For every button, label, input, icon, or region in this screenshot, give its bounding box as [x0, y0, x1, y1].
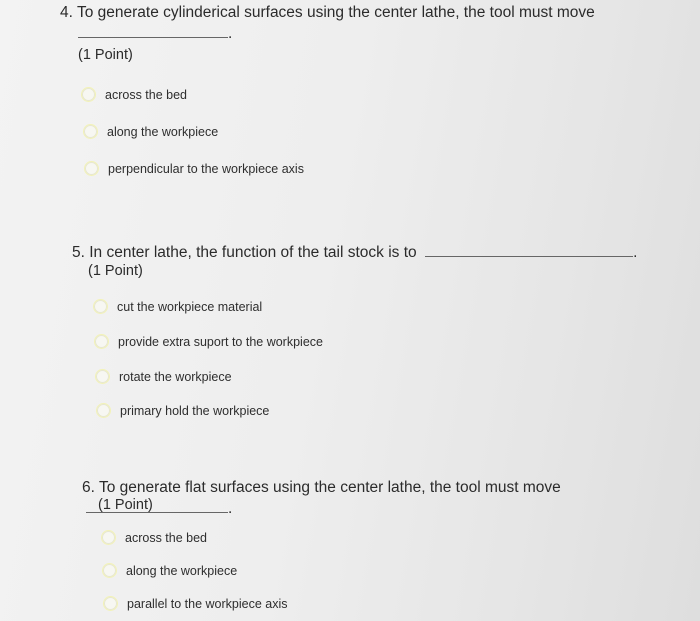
question-4 [60, 3, 595, 23]
question-5-suffix: . [633, 244, 638, 261]
option-label: along the workpiece [126, 563, 238, 578]
question-4-option-1[interactable] [81, 87, 187, 102]
radio-button[interactable] [102, 563, 117, 578]
question-5 [72, 242, 637, 263]
question-4-suffix: . [228, 25, 233, 42]
question-5-points: (1 Point) [88, 263, 143, 279]
radio-button[interactable] [93, 299, 108, 314]
question-4-option-2[interactable] [83, 124, 218, 139]
option-label: cut the workpiece material [117, 299, 263, 314]
question-6-points: (1 Point) [98, 497, 153, 513]
option-label: across the bed [125, 530, 207, 545]
option-label: parallel to the workpiece axis [127, 596, 288, 611]
radio-button[interactable] [96, 403, 111, 418]
question-6-option-2[interactable] [102, 563, 237, 578]
question-4-text: 4. To generate cylinderical surfaces using the center lathe, the tool must move [60, 4, 595, 21]
question-4-blank-line [78, 23, 232, 44]
option-label: rotate the workpiece [119, 369, 232, 384]
question-5-option-2[interactable] [94, 334, 323, 349]
question-6-text: 6. To generate flat surfaces using the center lathe, the tool must move [82, 479, 561, 496]
option-label: perpendicular to the workpiece axis [108, 161, 304, 176]
option-label: across the bed [105, 87, 187, 102]
question-6-option-3[interactable] [103, 596, 288, 611]
question-6-suffix: . [228, 500, 233, 517]
radio-button[interactable] [81, 87, 96, 102]
question-6 [82, 478, 700, 519]
question-5-option-1[interactable] [93, 299, 262, 314]
question-4-option-3[interactable] [84, 161, 304, 176]
question-4-points: (1 Point) [78, 47, 133, 63]
option-label: provide extra suport to the workpiece [118, 334, 323, 349]
question-5-option-3[interactable] [95, 369, 232, 384]
radio-button[interactable] [95, 369, 110, 384]
option-label: primary hold the workpiece [120, 403, 270, 418]
radio-button[interactable] [83, 124, 98, 139]
radio-button[interactable] [94, 334, 109, 349]
question-5-text: 5. In center lathe, the function of the tail stock is to [72, 244, 417, 261]
question-5-option-4[interactable] [96, 403, 269, 418]
answer-blank [425, 242, 633, 257]
answer-blank [78, 23, 228, 38]
question-6-option-1[interactable] [101, 530, 207, 545]
radio-button[interactable] [103, 596, 118, 611]
radio-button[interactable] [101, 530, 116, 545]
radio-button[interactable] [84, 161, 99, 176]
option-label: along the workpiece [107, 124, 219, 139]
